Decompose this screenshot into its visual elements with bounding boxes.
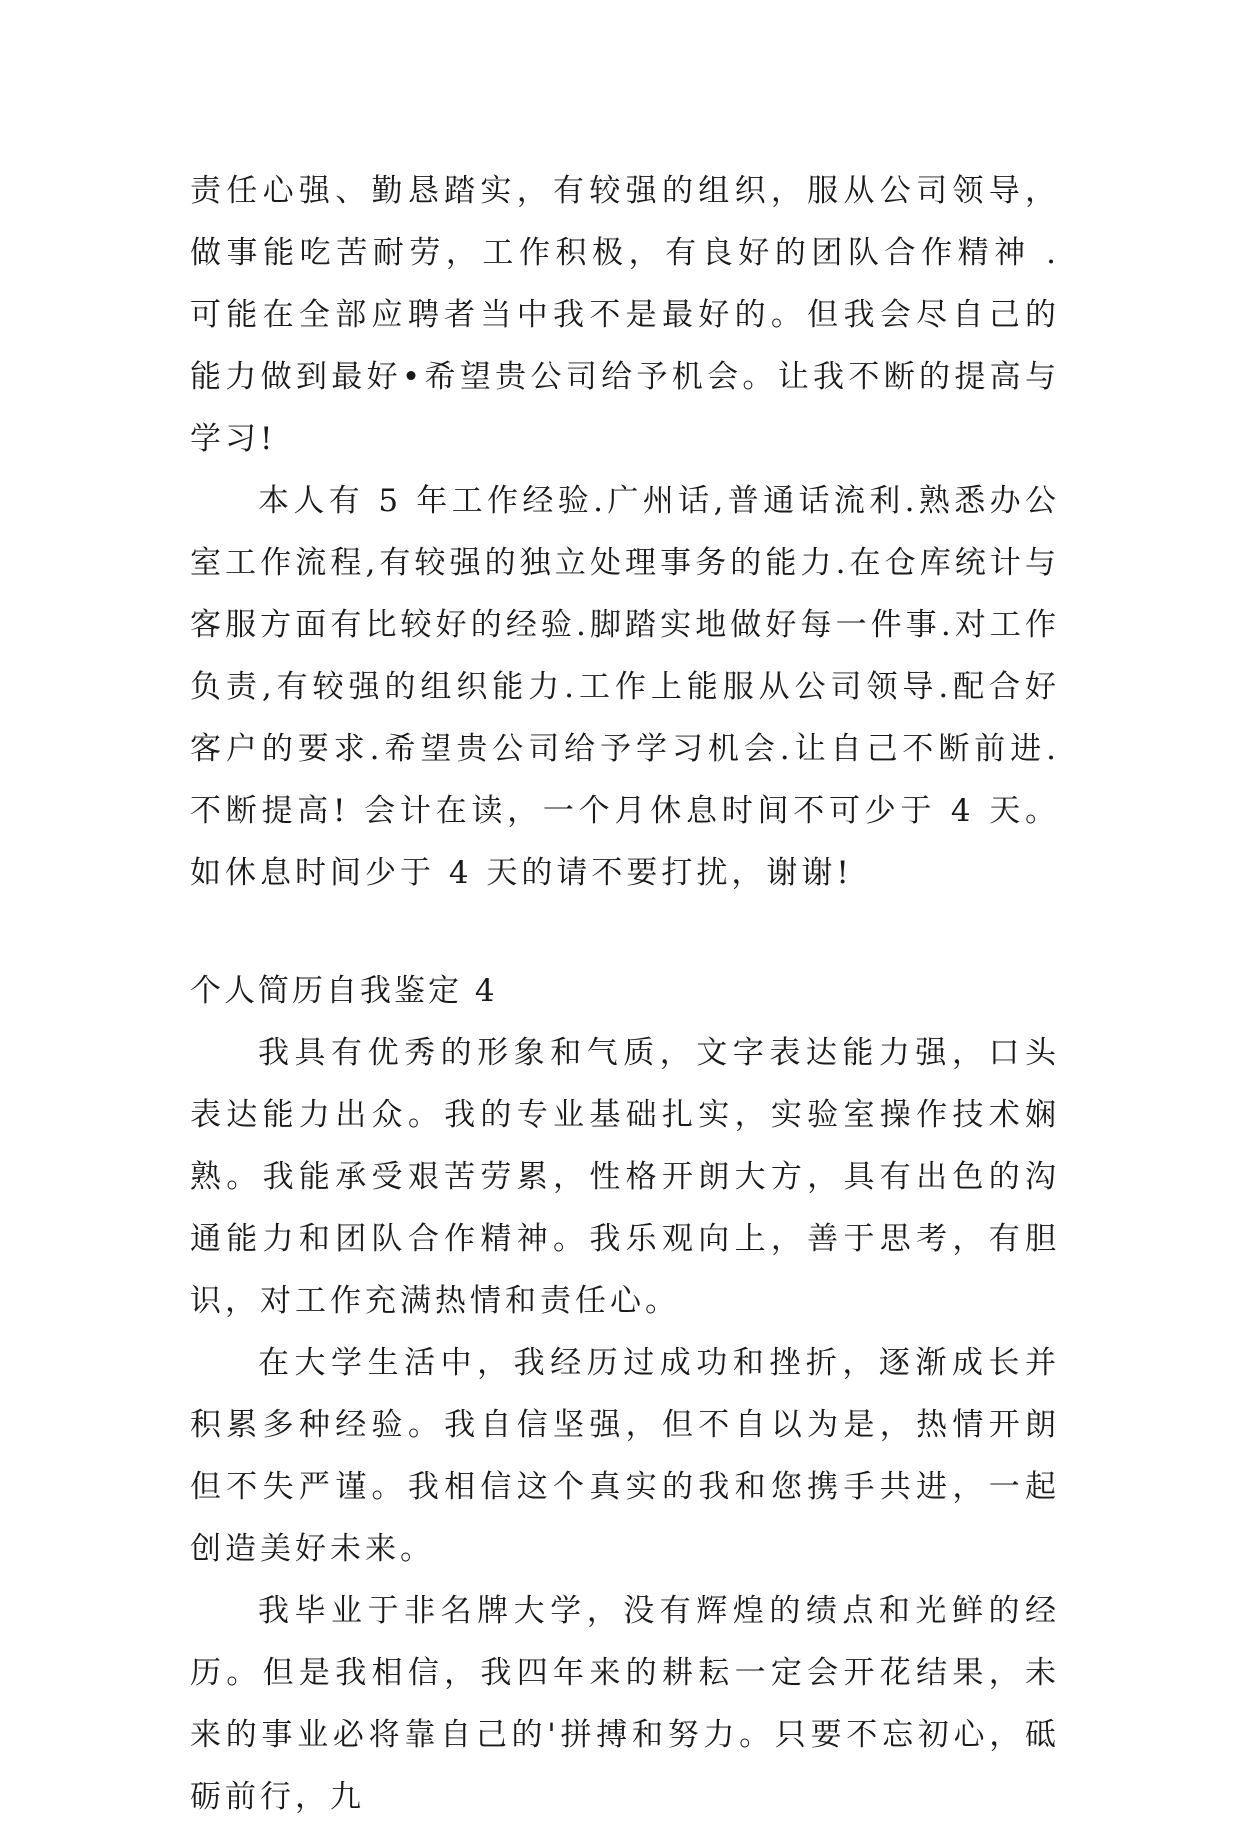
paragraph-work-experience: 本人有 5 年工作经验.广州话,普通话流利.熟悉办公室工作流程,有较强的独立处理事务的能力.在仓库统计与客服方面有比较好的经验.脚踏实地做好每一件事.对工作负责,有较强的组织能力.工作上能服从公司领导.配合好客户的要求.希望贵公司给予学习机会.让自己不断前进.不断提高! 会计在读，一个月休息时间不可少于 4 天。如休息时间少于 4 天的请不要打扰，谢谢! — [190, 483, 1060, 891]
section-heading: 个人简历自我鉴定 4 — [190, 973, 498, 1009]
paragraph-continued: 责任心强、勤恳踏实，有较强的组织，服从公司领导，做事能吃苦耐劳，工作积极，有良好的团队合作精神 . 可能在全部应聘者当中我不是最好的。但我会尽自己的能力做到最好•希望贵公司给予机会。让我不断的提高与学习! — [190, 173, 1060, 457]
document-body — [190, 160, 1060, 1828]
paragraph-self-assessment-1: 我具有优秀的形象和气质，文字表达能力强，口头表达能力出众。我的专业基础扎实，实验室操作技术娴熟。我能承受艰苦劳累，性格开朗大方，具有出色的沟通能力和团队合作精神。我乐观向上，善于思考，有胆识，对工作充满热情和责任心。 — [190, 1035, 1060, 1319]
paragraph-self-assessment-3: 我毕业于非名牌大学，没有辉煌的绩点和光鲜的经历。但是我相信，我四年来的耕耘一定会开花结果，未来的事业必将靠自己的'拼搏和努力。只要不忘初心，砥砺前行，九 — [190, 1593, 1060, 1815]
paragraph-self-assessment-2: 在大学生活中，我经历过成功和挫折，逐渐成长并积累多种经验。我自信坚强，但不自以为是，热情开朗但不失严谨。我相信这个真实的我和您携手共进，一起创造美好未来。 — [190, 1345, 1060, 1567]
